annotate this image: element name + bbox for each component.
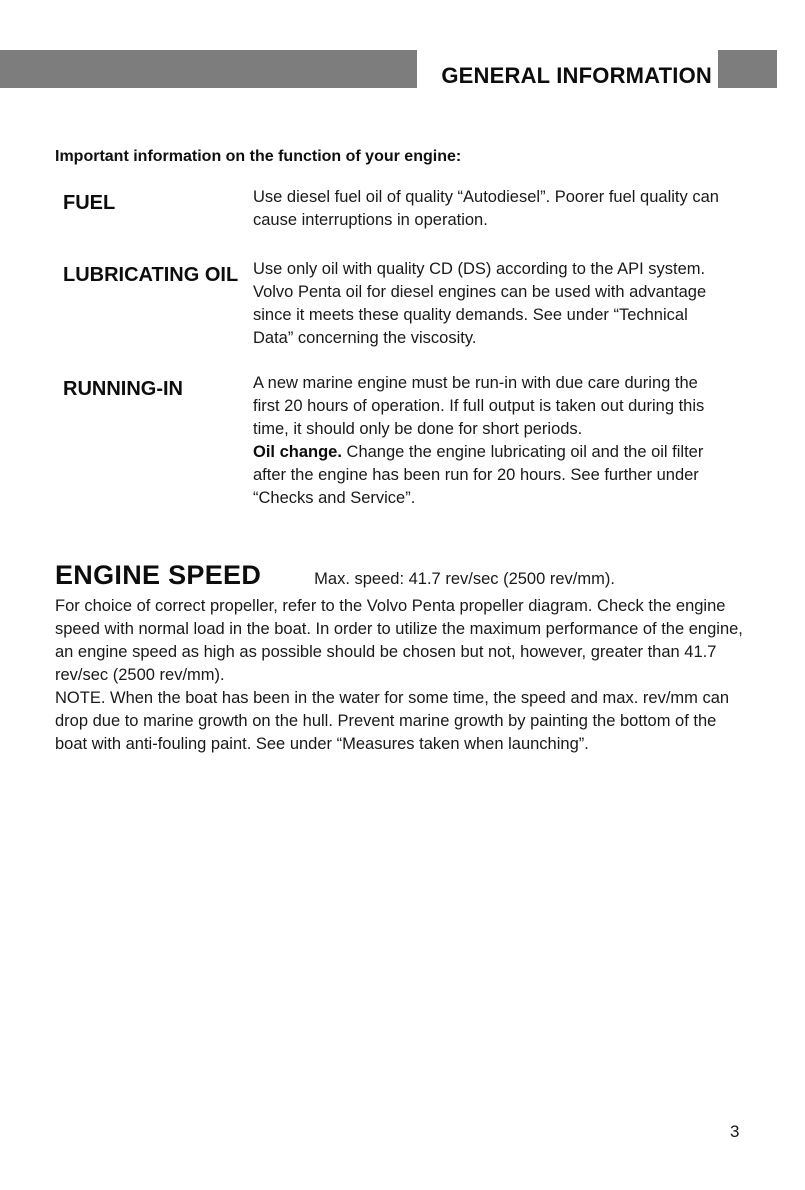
info-row-lubricating-oil	[63, 258, 725, 350]
running-in-description	[253, 372, 725, 510]
lubricating-oil-description: Use only oil with quality CD (DS) according to the API system. Volvo Penta oil for diesel engines can be used with advantage since it meets these quality demands. See under “Technical Data” concerning the viscosity.	[253, 260, 707, 347]
page-number: 3	[730, 1122, 740, 1141]
info-row-fuel	[63, 186, 725, 232]
intro-heading: Important information on the function of your engine:	[55, 148, 462, 165]
running-in-label: RUNNING-IN	[63, 378, 183, 400]
engine-speed-heading: ENGINE SPEED	[55, 560, 262, 590]
oil-change-lead: Oil change.	[253, 443, 342, 461]
header-gray-block	[718, 50, 777, 88]
page-title: GENERAL INFORMATION	[441, 63, 712, 88]
engine-speed-note: NOTE. When the boat has been in the water for some time, the speed and max. rev/mm can drop due to marine growth on the hull. Prevent marine growth by painting the bottom of the boat with anti-fouling paint. See under “Measures taken when launching”.	[55, 689, 730, 753]
header-gray-bar	[0, 50, 417, 88]
fuel-description: Use diesel fuel oil of quality “Autodiesel”. Poorer fuel quality can cause interruptions in operation.	[253, 188, 719, 229]
max-speed-text: Max. speed: 41.7 rev/sec (2500 rev/mm).	[314, 570, 615, 588]
oil-change-text: Change the engine lubricating oil and the oil filter after the engine has been run for 20 hours. See further under “Checks and Service”.	[253, 443, 704, 507]
info-row-running-in	[63, 372, 725, 510]
engine-speed-body	[55, 595, 750, 756]
oil-change-line	[253, 441, 725, 510]
running-in-text: A new marine engine must be run-in with due care during the first 20 hours of operation. If full output is taken out during this time, it should only be done for short periods.	[253, 374, 705, 438]
engine-speed-paragraph: For choice of correct propeller, refer to the Volvo Penta propeller diagram. Check the engine speed with normal load in the boat. In order to utilize the maximum performance of the engine, an engine speed as high as possible should be chosen but not, however, greater than 41.7 rev/sec (2500 rev/mm).	[55, 597, 743, 684]
engine-speed-heading-row	[55, 560, 615, 591]
lubricating-oil-label: LUBRICATING OIL	[63, 264, 239, 286]
fuel-label: FUEL	[63, 192, 116, 214]
